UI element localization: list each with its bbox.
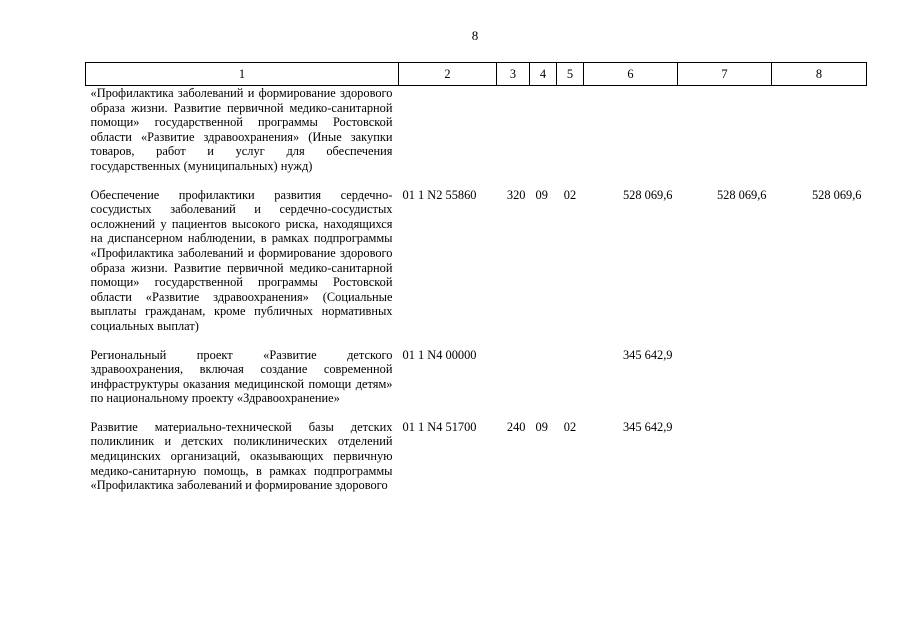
row-amount-2 [678,420,772,493]
row-amount-2: 528 069,6 [716,187,767,202]
column-header-2: 2 [399,63,497,86]
budget-table [85,62,867,493]
row-expense-type [497,86,530,188]
row-expense-type: 320 [506,187,526,202]
row-code: 01 1 N4 00000 [402,347,477,362]
table-row [86,86,867,188]
row-amount-1: 345 642,9 [622,419,673,434]
row-amount-1: 345 642,9 [622,347,673,362]
column-header-7: 7 [678,63,772,86]
row-section: 09 [535,187,548,202]
row-amount-3 [772,420,867,493]
row-subsection: 02 [563,419,577,434]
table-row [86,348,867,420]
row-description: Развитие материально-технической базы детских поликлиник и детских поликлинических отделений медицинских организаций, оказывающих первичную медико-санитарную помощь, в рамках подпрограммы «Профилактика заболеваний и формирование здорового [90,419,393,493]
column-header-4: 4 [530,63,557,86]
table-header-row [86,63,867,86]
column-header-8: 8 [772,63,867,86]
column-header-5: 5 [557,63,584,86]
row-code: 01 1 N2 55860 [402,187,477,202]
row-subsection [557,86,584,188]
row-amount-3: 528 069,6 [811,187,862,202]
row-subsection: 02 [563,187,577,202]
row-amount-3 [772,348,867,420]
row-amount-2 [678,348,772,420]
column-header-3: 3 [497,63,530,86]
table-row [86,188,867,348]
column-header-1: 1 [86,63,399,86]
row-code [399,86,497,188]
row-description: Региональный проект «Развитие детского здравоохранения, включая создание современной инфраструктуры оказания медицинской помощи детям» по национальному проекту «Здравоохранение» [90,347,393,406]
row-description: «Профилактика заболеваний и формирование здорового образа жизни. Развитие первичной медико-санитарной помощи» государственной программы Ростовской области «Развитие здравоохранения» (Иные закупки товаров, работ и услуг для обеспечения государственных (муниципальных) нужд) [90,86,393,173]
row-section: 09 [535,419,548,434]
row-description: Обеспечение профилактики развития сердечно-сосудистых заболеваний и сердечно-сосудистых осложнений у пациентов высокого риска, находящихся на диспансерном наблюдении, в рамках подпрограммы «Профилактика заболеваний и формирование здорового образа жизни. Развитие первичной медико-санитарной помощи» государственной программы Ростовской области «Развитие здравоохранения» (Социальные выплаты гражданам, кроме публичных нормативных социальных выплат) [90,187,393,333]
row-amount-1 [584,86,678,188]
page-number: 8 [471,28,479,43]
row-section [530,86,557,188]
row-amount-1: 528 069,6 [622,187,673,202]
row-amount-3 [772,86,867,188]
column-header-6: 6 [584,63,678,86]
table-row [86,420,867,493]
row-section [530,348,557,420]
row-subsection [557,348,584,420]
row-code: 01 1 N4 51700 [402,419,477,434]
row-expense-type: 240 [506,419,526,434]
row-expense-type [497,348,530,420]
row-amount-2 [678,86,772,188]
